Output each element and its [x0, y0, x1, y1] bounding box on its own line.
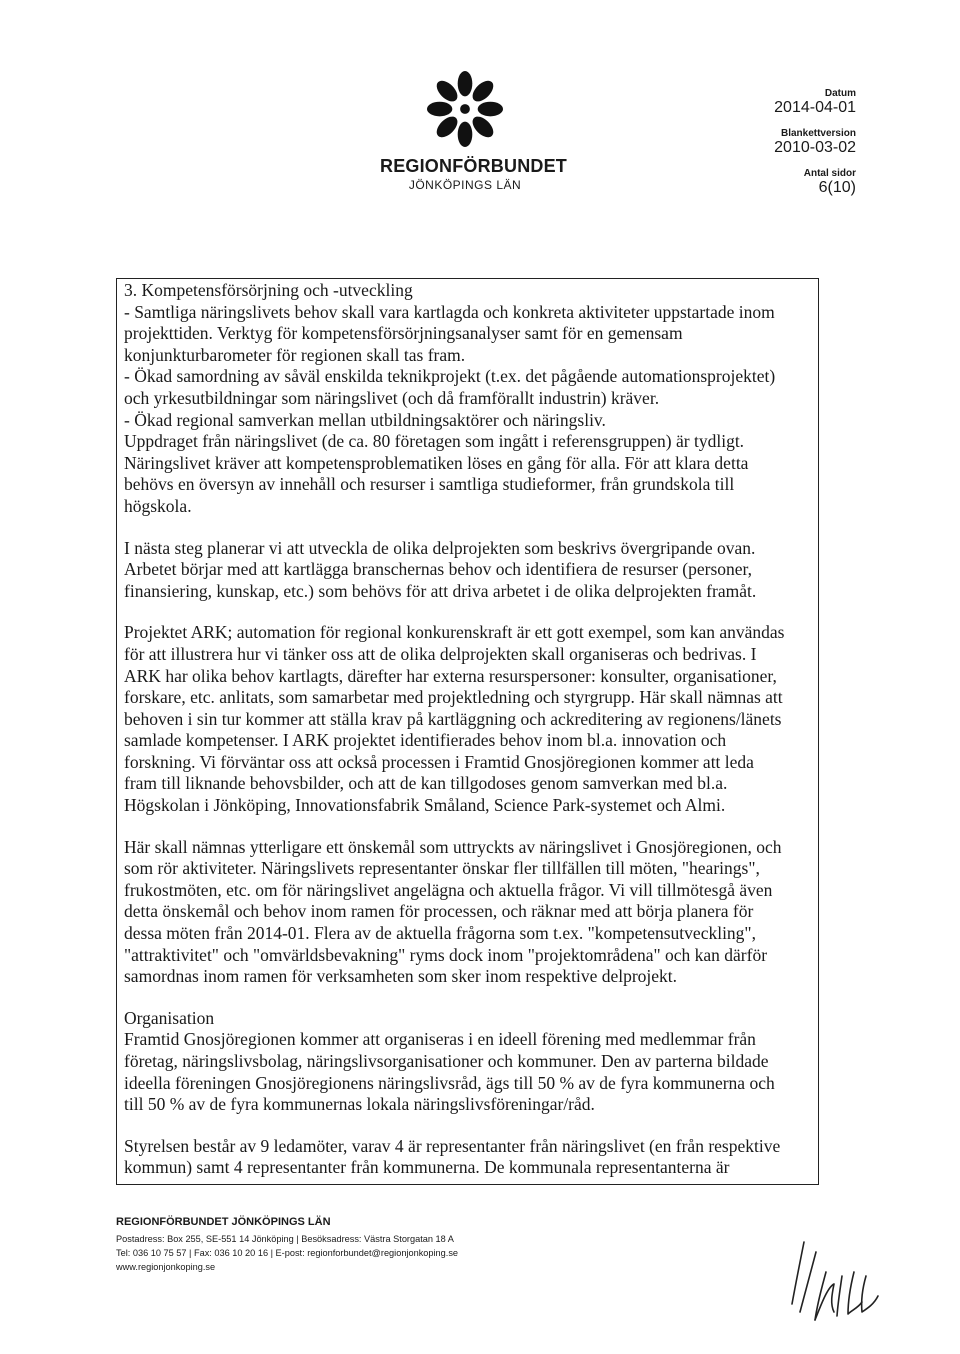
body-line: Näringslivet kräver att kompetensproblematiken löses en gång för alla. För att klara detta — [124, 452, 749, 473]
body-line: fram till liknande behovsbilder, och att de kan tillgodoses genom samverkan med bl.a. — [124, 773, 728, 794]
body-line: Arbetet börjar med att kartlägga branschernas behov och identifiera de resurser (personer, — [124, 559, 753, 580]
body-line: för att illustrera hur vi tänker oss att de olika delprojekten skall organiseras och bedrivas. I — [124, 643, 757, 664]
body-line: samlade kompetenser. I ARK projektet identifierades behov inom bl.a. innovation och — [124, 730, 727, 751]
body-line: "attraktivitet" och "omvärldsbevakning" ryms dock inom "projektområdena" och kan därför — [124, 944, 768, 965]
section-heading: Organisation — [124, 1007, 215, 1028]
body-line: Projektet ARK; automation för regional konkurenskraft är ett gott exempel, som kan användas — [124, 622, 785, 643]
blankettversion-label: Blankettversion — [780, 128, 856, 139]
antal-sidor-label: Antal sidor — [803, 168, 856, 179]
body-line: behövs en översyn av innehåll och resurser i samtliga studieformer, från grundskola till — [124, 474, 735, 495]
datum-value: 2014-04-01 — [774, 99, 856, 116]
body-line: finansiering, kunskap, etc.) som behövs för att driva arbetet i de olika delprojekten framåt. — [124, 580, 757, 601]
footer-web: www.regionjonkoping.se — [116, 1262, 216, 1272]
body-line: Högskolan i Jönköping, Innovationsfabrik Småland, Science Park-systemet och Almi. — [124, 795, 726, 816]
handwritten-signature — [782, 1232, 892, 1332]
body-line: Styrelsen består av 9 ledamöter, varav 4 är representanter från näringslivet (en från respektive — [124, 1135, 781, 1156]
body-line: ideella föreningen Gnosjöregionens näringslivsråd, ägs till 50 % av de fyra kommunerna och — [124, 1072, 775, 1093]
body-line: - Ökad samordning av såväl enskilda teknikprojekt (t.ex. det pågående automationsprojektet) — [124, 366, 776, 387]
body-line: samordnas inom ramen för verksamheten som sker inom respektive delprojekt. — [124, 966, 678, 987]
signature-icon — [782, 1232, 892, 1327]
body-line: ARK har olika behov kartlagts, därefter har externa resurspersoner: konsulter, organisationer, — [124, 665, 777, 686]
body-line: projekttiden. Verktyg för kompetensförsörjningsanalyser samt för en gemensam — [124, 323, 683, 344]
body-line: 3. Kompetensförsörjning och -utveckling — [124, 280, 413, 300]
document-meta — [774, 88, 856, 208]
body-line: som rör aktiviteter. Näringslivets representanter önskar fler tillfällen till möten, "hearings", — [124, 858, 760, 879]
footer-title: REGIONFÖRBUNDET JÖNKÖPINGS LÄN — [116, 1216, 331, 1228]
body-line: konjunkturbarometer för regionen skall tas fram. — [124, 344, 466, 365]
body-line: till 50 % av de fyra kommunernas lokala näringslivsföreningar/råd. — [124, 1094, 595, 1115]
regionforbundet-logo-icon — [426, 68, 504, 150]
body-line: högskola. — [124, 495, 192, 516]
body-line: dessa möten från 2014-01. Flera av de aktuella frågorna som t.ex. "kompetensutveckling", — [124, 923, 756, 944]
body-line: Framtid Gnosjöregionen kommer att organiseras i en ideell förening med medlemmar från — [124, 1029, 756, 1050]
body-line: - Samtliga näringslivets behov skall vara kartlagda och konkreta aktiviteter uppstartade inom — [124, 301, 775, 322]
document-body — [124, 280, 814, 1179]
org-region: JÖNKÖPINGS LÄN — [408, 178, 522, 192]
body-line: företag, näringslivsbolag, näringslivsorganisationer och kommuner. Den av parterna bildade — [124, 1051, 769, 1071]
body-line: kommun) samt 4 representanter från kommunerna. De kommunala representanterna är — [124, 1157, 730, 1178]
footer — [116, 1216, 458, 1274]
datum-label: Datum — [824, 88, 856, 99]
body-line: frukostmöten, etc. om för näringslivet angelägna och aktuella frågor. Vi vill tillmötesgå även — [124, 879, 773, 900]
body-line: - Ökad regional samverkan mellan utbildningsaktörer och näringsliv. — [124, 409, 606, 430]
org-name: REGIONFÖRBUNDET — [380, 156, 567, 176]
antal-sidor-value: 6(10) — [818, 179, 856, 196]
body-line: Här skall nämnas ytterligare ett önskemål som uttryckts av näringslivet i Gnosjöregionen, och — [124, 836, 782, 857]
body-line: Uppdraget från näringslivet (de ca. 80 företagen som ingått i referensgruppen) är tydligt. — [124, 431, 745, 452]
body-line: och yrkesutbildningar som näringslivet (och då framförallt industrin) kräver. — [124, 387, 660, 408]
blankettversion-value: 2010-03-02 — [774, 139, 856, 156]
body-line: forskning. Vi förväntar oss att också processen i Framtid Gnosjöregionen kommer att leda — [124, 751, 754, 772]
body-line: forskare, etc. anlitats, som samarbetar med projektledning och styrgrupp. Här skall nämnas att — [124, 687, 783, 708]
footer-address: Postadress: Box 255, SE-551 14 Jönköping | Besöksadress: Västra Storgatan 18 A — [116, 1234, 454, 1244]
footer-contact: Tel: 036 10 75 57 | Fax: 036 10 20 16 | E-post: regionforbundet@regionjonkoping.se — [116, 1248, 459, 1258]
body-line: behoven i sin tur kommer att ställa krav på kartläggning och ackreditering av regionens/länets — [124, 708, 782, 729]
body-line: I nästa steg planerar vi att utveckla de olika delprojekten som beskrivs övergripande ovan. — [124, 537, 756, 558]
body-line: detta önskemål och behov inom ramen för processen, och räknar med att börja planera för — [124, 901, 754, 922]
logo — [380, 68, 567, 192]
